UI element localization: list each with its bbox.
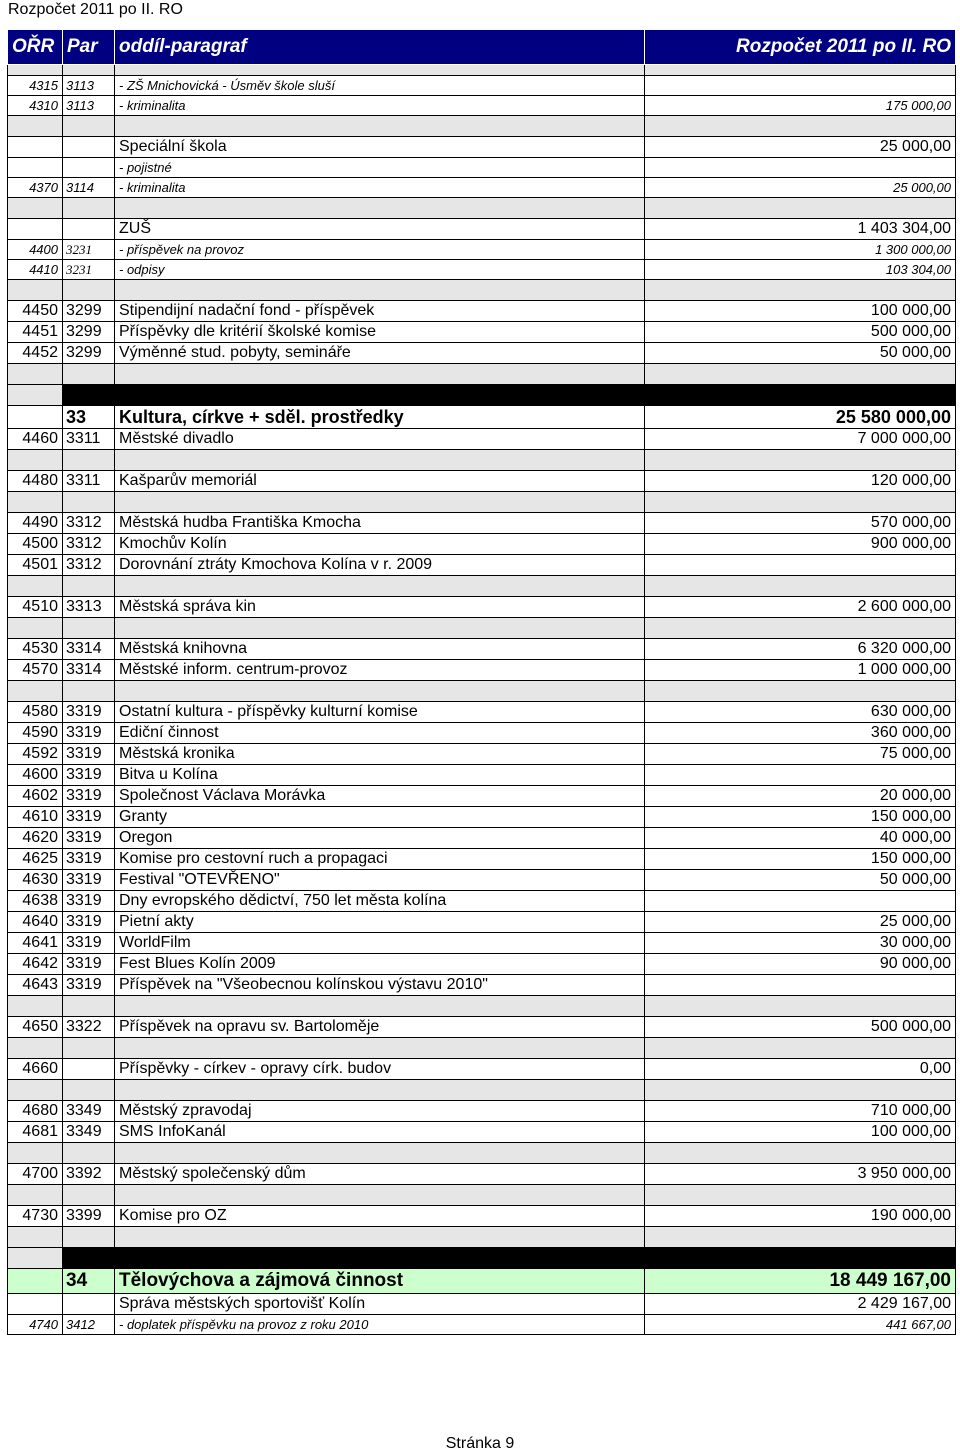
orr-cell: 4370 [8, 178, 63, 198]
section-row [8, 1269, 956, 1294]
spacer-row [8, 618, 956, 639]
orr-cell: 4650 [8, 1017, 63, 1038]
text-cell: Výměnné stud. pobyty, semináře [115, 343, 645, 364]
orr-cell: 4480 [8, 471, 63, 492]
orr-cell: 4460 [8, 429, 63, 450]
text-cell: Kašparův memoriál [115, 471, 645, 492]
table-row [8, 322, 956, 343]
orr-cell: 4450 [8, 301, 63, 322]
par-cell: 3299 [63, 322, 115, 343]
text-cell: - kriminalita [115, 178, 645, 198]
column-header-amount: Rozpočet 2011 po II. RO [645, 30, 956, 65]
text-cell: Městský zpravodaj [115, 1101, 645, 1122]
text-cell: - příspěvek na provoz [115, 240, 645, 260]
orr-cell: 4642 [8, 954, 63, 975]
orr-cell: 4643 [8, 975, 63, 996]
orr-cell: 4580 [8, 702, 63, 723]
amount-cell [645, 76, 956, 96]
text-cell: Městský společenský dům [115, 1164, 645, 1185]
orr-cell: 4700 [8, 1164, 63, 1185]
table-row [8, 471, 956, 492]
table-row [8, 912, 956, 933]
par-cell: 3319 [63, 786, 115, 807]
spacer-row [8, 364, 956, 385]
table-row [8, 870, 956, 891]
par-cell: 3399 [63, 1206, 115, 1227]
amount-cell: 190 000,00 [645, 1206, 956, 1227]
table-row [8, 786, 956, 807]
par-cell: 3114 [63, 178, 115, 198]
par-cell: 3319 [63, 975, 115, 996]
amount-cell: 360 000,00 [645, 723, 956, 744]
orr-cell: 4315 [8, 76, 63, 96]
amount-cell [645, 765, 956, 786]
section-amount: 18 449 167,00 [645, 1269, 956, 1294]
table-row [8, 1059, 956, 1080]
par-cell: 3314 [63, 639, 115, 660]
spacer-row [8, 681, 956, 702]
text-cell: Dny evropského dědictví, 750 let města kolína [115, 891, 645, 912]
text-cell: - odpisy [115, 260, 645, 280]
orr-cell: 4630 [8, 870, 63, 891]
amount-cell [645, 158, 956, 178]
spacer-row [8, 576, 956, 597]
text-cell: ZUŠ [115, 219, 645, 240]
table-row [8, 76, 956, 96]
text-cell: - kriminalita [115, 96, 645, 116]
table-row [8, 240, 956, 260]
text-cell: Pietní akty [115, 912, 645, 933]
amount-cell: 90 000,00 [645, 954, 956, 975]
par-cell: 3319 [63, 954, 115, 975]
orr-cell: 4681 [8, 1122, 63, 1143]
spacer-row [8, 996, 956, 1017]
orr-cell: 4570 [8, 660, 63, 681]
amount-cell: 2 429 167,00 [645, 1294, 956, 1315]
par-cell: 3312 [63, 555, 115, 576]
amount-cell: 1 403 304,00 [645, 219, 956, 240]
par-cell: 3319 [63, 744, 115, 765]
spacer-row [8, 198, 956, 219]
table-row [8, 723, 956, 744]
orr-cell: 4530 [8, 639, 63, 660]
orr-cell: 4310 [8, 96, 63, 116]
orr-cell: 4610 [8, 807, 63, 828]
page-footer: Stránka 9 [445, 1435, 515, 1452]
amount-cell: 1 000 000,00 [645, 660, 956, 681]
amount-cell: 630 000,00 [645, 702, 956, 723]
par-cell: 3319 [63, 891, 115, 912]
orr-cell: 4410 [8, 260, 63, 280]
par-cell: 33 [63, 406, 115, 429]
spacer-row [8, 1143, 956, 1164]
table-row [8, 301, 956, 322]
text-cell: Městská hudba Františka Kmocha [115, 513, 645, 534]
amount-cell: 0,00 [645, 1059, 956, 1080]
par-cell: 3319 [63, 870, 115, 891]
amount-cell: 100 000,00 [645, 1122, 956, 1143]
text-cell: SMS InfoKanál [115, 1122, 645, 1143]
amount-cell: 25 000,00 [645, 137, 956, 158]
amount-cell [645, 555, 956, 576]
amount-cell: 75 000,00 [645, 744, 956, 765]
spacer-row [8, 492, 956, 513]
text-cell: Městská správa kin [115, 597, 645, 618]
text-cell: Příspěvky - církev - opravy círk. budov [115, 1059, 645, 1080]
amount-cell: 6 320 000,00 [645, 639, 956, 660]
text-cell: Fest Blues Kolín 2009 [115, 954, 645, 975]
amount-cell: 103 304,00 [645, 260, 956, 280]
amount-cell: 50 000,00 [645, 870, 956, 891]
table-row [8, 597, 956, 618]
amount-cell: 50 000,00 [645, 343, 956, 364]
table-row [8, 555, 956, 576]
text-cell: Správa městských sportovišť Kolín [115, 1294, 645, 1315]
par-cell: 3299 [63, 343, 115, 364]
budget-table [7, 29, 956, 1335]
table-row [8, 975, 956, 996]
table-row [8, 765, 956, 786]
spacer-row [8, 1185, 956, 1206]
amount-cell: 570 000,00 [645, 513, 956, 534]
orr-cell: 4590 [8, 723, 63, 744]
orr-cell: 4641 [8, 933, 63, 954]
column-header-orr: OŘR [8, 30, 63, 65]
table-row [8, 639, 956, 660]
amount-cell: 20 000,00 [645, 786, 956, 807]
amount-cell: 3 950 000,00 [645, 1164, 956, 1185]
table-row [8, 343, 956, 364]
text-cell: - ZŠ Mnichovická - Úsměv škole sluší [115, 76, 645, 96]
orr-cell: 4452 [8, 343, 63, 364]
section-amount: 25 580 000,00 [645, 406, 956, 429]
table-row [8, 178, 956, 198]
text-cell: Společnost Václava Morávka [115, 786, 645, 807]
amount-cell: 1 300 000,00 [645, 240, 956, 260]
spacer-row [8, 1248, 956, 1269]
amount-cell: 2 600 000,00 [645, 597, 956, 618]
text-cell: Bitva u Kolína [115, 765, 645, 786]
text-cell: Příspěvky dle kritérií školské komise [115, 322, 645, 343]
orr-cell: 4501 [8, 555, 63, 576]
par-cell: 3311 [63, 471, 115, 492]
text-cell: - doplatek příspěvku na provoz z roku 2010 [115, 1315, 645, 1335]
amount-cell [645, 891, 956, 912]
orr-cell: 4500 [8, 534, 63, 555]
spacer-row [8, 65, 956, 76]
orr-cell: 4660 [8, 1059, 63, 1080]
section-title: Kultura, církve + sděl. prostředky [115, 406, 645, 429]
text-cell: Komise pro OZ [115, 1206, 645, 1227]
par-cell: 3231 [63, 240, 115, 260]
text-cell: Oregon [115, 828, 645, 849]
table-row [8, 954, 956, 975]
amount-cell [645, 975, 956, 996]
table-row [8, 660, 956, 681]
orr-cell: 4600 [8, 765, 63, 786]
orr-cell: 4490 [8, 513, 63, 534]
par-cell: 3412 [63, 1315, 115, 1335]
amount-cell: 25 000,00 [645, 912, 956, 933]
section-title: Tělovýchova a zájmová činnost [115, 1269, 645, 1294]
text-cell: Stipendijní nadační fond - příspěvek [115, 301, 645, 322]
orr-cell: 4740 [8, 1315, 63, 1335]
table-header [8, 30, 956, 65]
spacer-row [8, 1080, 956, 1101]
text-cell: Městská kronika [115, 744, 645, 765]
orr-cell: 4640 [8, 912, 63, 933]
table-row [8, 96, 956, 116]
text-cell: Městské inform. centrum-provoz [115, 660, 645, 681]
par-cell: 3319 [63, 723, 115, 744]
text-cell: Příspěvek na "Všeobecnou kolínskou výstavu 2010" [115, 975, 645, 996]
spacer-row [8, 1227, 956, 1248]
amount-cell: 30 000,00 [645, 933, 956, 954]
amount-cell: 441 667,00 [645, 1315, 956, 1335]
par-cell: 3392 [63, 1164, 115, 1185]
text-cell: Granty [115, 807, 645, 828]
text-cell: Komise pro cestovní ruch a propagaci [115, 849, 645, 870]
par-cell: 3319 [63, 765, 115, 786]
par-cell: 3311 [63, 429, 115, 450]
amount-cell: 900 000,00 [645, 534, 956, 555]
par-cell: 3231 [63, 260, 115, 280]
amount-cell: 150 000,00 [645, 849, 956, 870]
par-cell: 34 [63, 1269, 115, 1294]
table-row [8, 828, 956, 849]
table-row [8, 807, 956, 828]
section-row [8, 406, 956, 429]
text-cell: Příspěvek na opravu sv. Bartoloměje [115, 1017, 645, 1038]
table-row [8, 1315, 956, 1335]
amount-cell: 100 000,00 [645, 301, 956, 322]
table-row [8, 1017, 956, 1038]
amount-cell: 500 000,00 [645, 1017, 956, 1038]
par-cell: 3312 [63, 534, 115, 555]
table-row [8, 891, 956, 912]
text-cell: Ediční činnost [115, 723, 645, 744]
text-cell: Dorovnání ztráty Kmochova Kolína v r. 2009 [115, 555, 645, 576]
text-cell: Městská knihovna [115, 639, 645, 660]
amount-cell: 710 000,00 [645, 1101, 956, 1122]
par-cell: 3319 [63, 849, 115, 870]
table-row [8, 1294, 956, 1315]
table-row [8, 702, 956, 723]
par-cell: 3319 [63, 702, 115, 723]
table-row [8, 429, 956, 450]
amount-cell: 40 000,00 [645, 828, 956, 849]
table-row [8, 744, 956, 765]
amount-cell: 150 000,00 [645, 807, 956, 828]
orr-cell: 4510 [8, 597, 63, 618]
amount-cell: 120 000,00 [645, 471, 956, 492]
text-cell: Festival "OTEVŘENO" [115, 870, 645, 891]
table-row [8, 534, 956, 555]
par-cell: 3319 [63, 828, 115, 849]
par-cell [63, 1059, 115, 1080]
table-row [8, 849, 956, 870]
spacer-row [8, 116, 956, 137]
table-row [8, 1101, 956, 1122]
text-cell: WorldFilm [115, 933, 645, 954]
text-cell: Ostatní kultura - příspěvky kulturní komise [115, 702, 645, 723]
amount-cell: 500 000,00 [645, 322, 956, 343]
table-row [8, 1206, 956, 1227]
par-cell: 3319 [63, 807, 115, 828]
spacer-row [8, 385, 956, 406]
text-cell: Kmochův Kolín [115, 534, 645, 555]
par-cell: 3319 [63, 912, 115, 933]
orr-cell: 4400 [8, 240, 63, 260]
par-cell: 3349 [63, 1101, 115, 1122]
amount-cell: 25 000,00 [645, 178, 956, 198]
column-header-par: Par [63, 30, 115, 65]
table-row [8, 933, 956, 954]
par-cell: 3322 [63, 1017, 115, 1038]
spacer-row [8, 450, 956, 471]
orr-cell: 4730 [8, 1206, 63, 1227]
orr-cell: 4451 [8, 322, 63, 343]
orr-cell: 4680 [8, 1101, 63, 1122]
table-row [8, 219, 956, 240]
column-header-section: oddíl-paragraf [115, 30, 645, 65]
table-row [8, 260, 956, 280]
table-row [8, 1164, 956, 1185]
spacer-row [8, 1038, 956, 1059]
orr-cell: 4620 [8, 828, 63, 849]
amount-cell: 7 000 000,00 [645, 429, 956, 450]
page-title: Rozpočet 2011 po II. RO [8, 1, 183, 18]
amount-cell: 175 000,00 [645, 96, 956, 116]
orr-cell: 4638 [8, 891, 63, 912]
table-row [8, 1122, 956, 1143]
par-cell: 3113 [63, 96, 115, 116]
par-cell: 3113 [63, 76, 115, 96]
table-row [8, 513, 956, 534]
par-cell: 3312 [63, 513, 115, 534]
text-cell: Speciální škola [115, 137, 645, 158]
text-cell: - pojistné [115, 158, 645, 178]
table-row [8, 158, 956, 178]
par-cell: 3299 [63, 301, 115, 322]
table-row [8, 137, 956, 158]
orr-cell: 4625 [8, 849, 63, 870]
par-cell: 3314 [63, 660, 115, 681]
par-cell: 3313 [63, 597, 115, 618]
spacer-row [8, 280, 956, 301]
orr-cell: 4602 [8, 786, 63, 807]
par-cell: 3319 [63, 933, 115, 954]
orr-cell: 4592 [8, 744, 63, 765]
text-cell: Městské divadlo [115, 429, 645, 450]
par-cell: 3349 [63, 1122, 115, 1143]
